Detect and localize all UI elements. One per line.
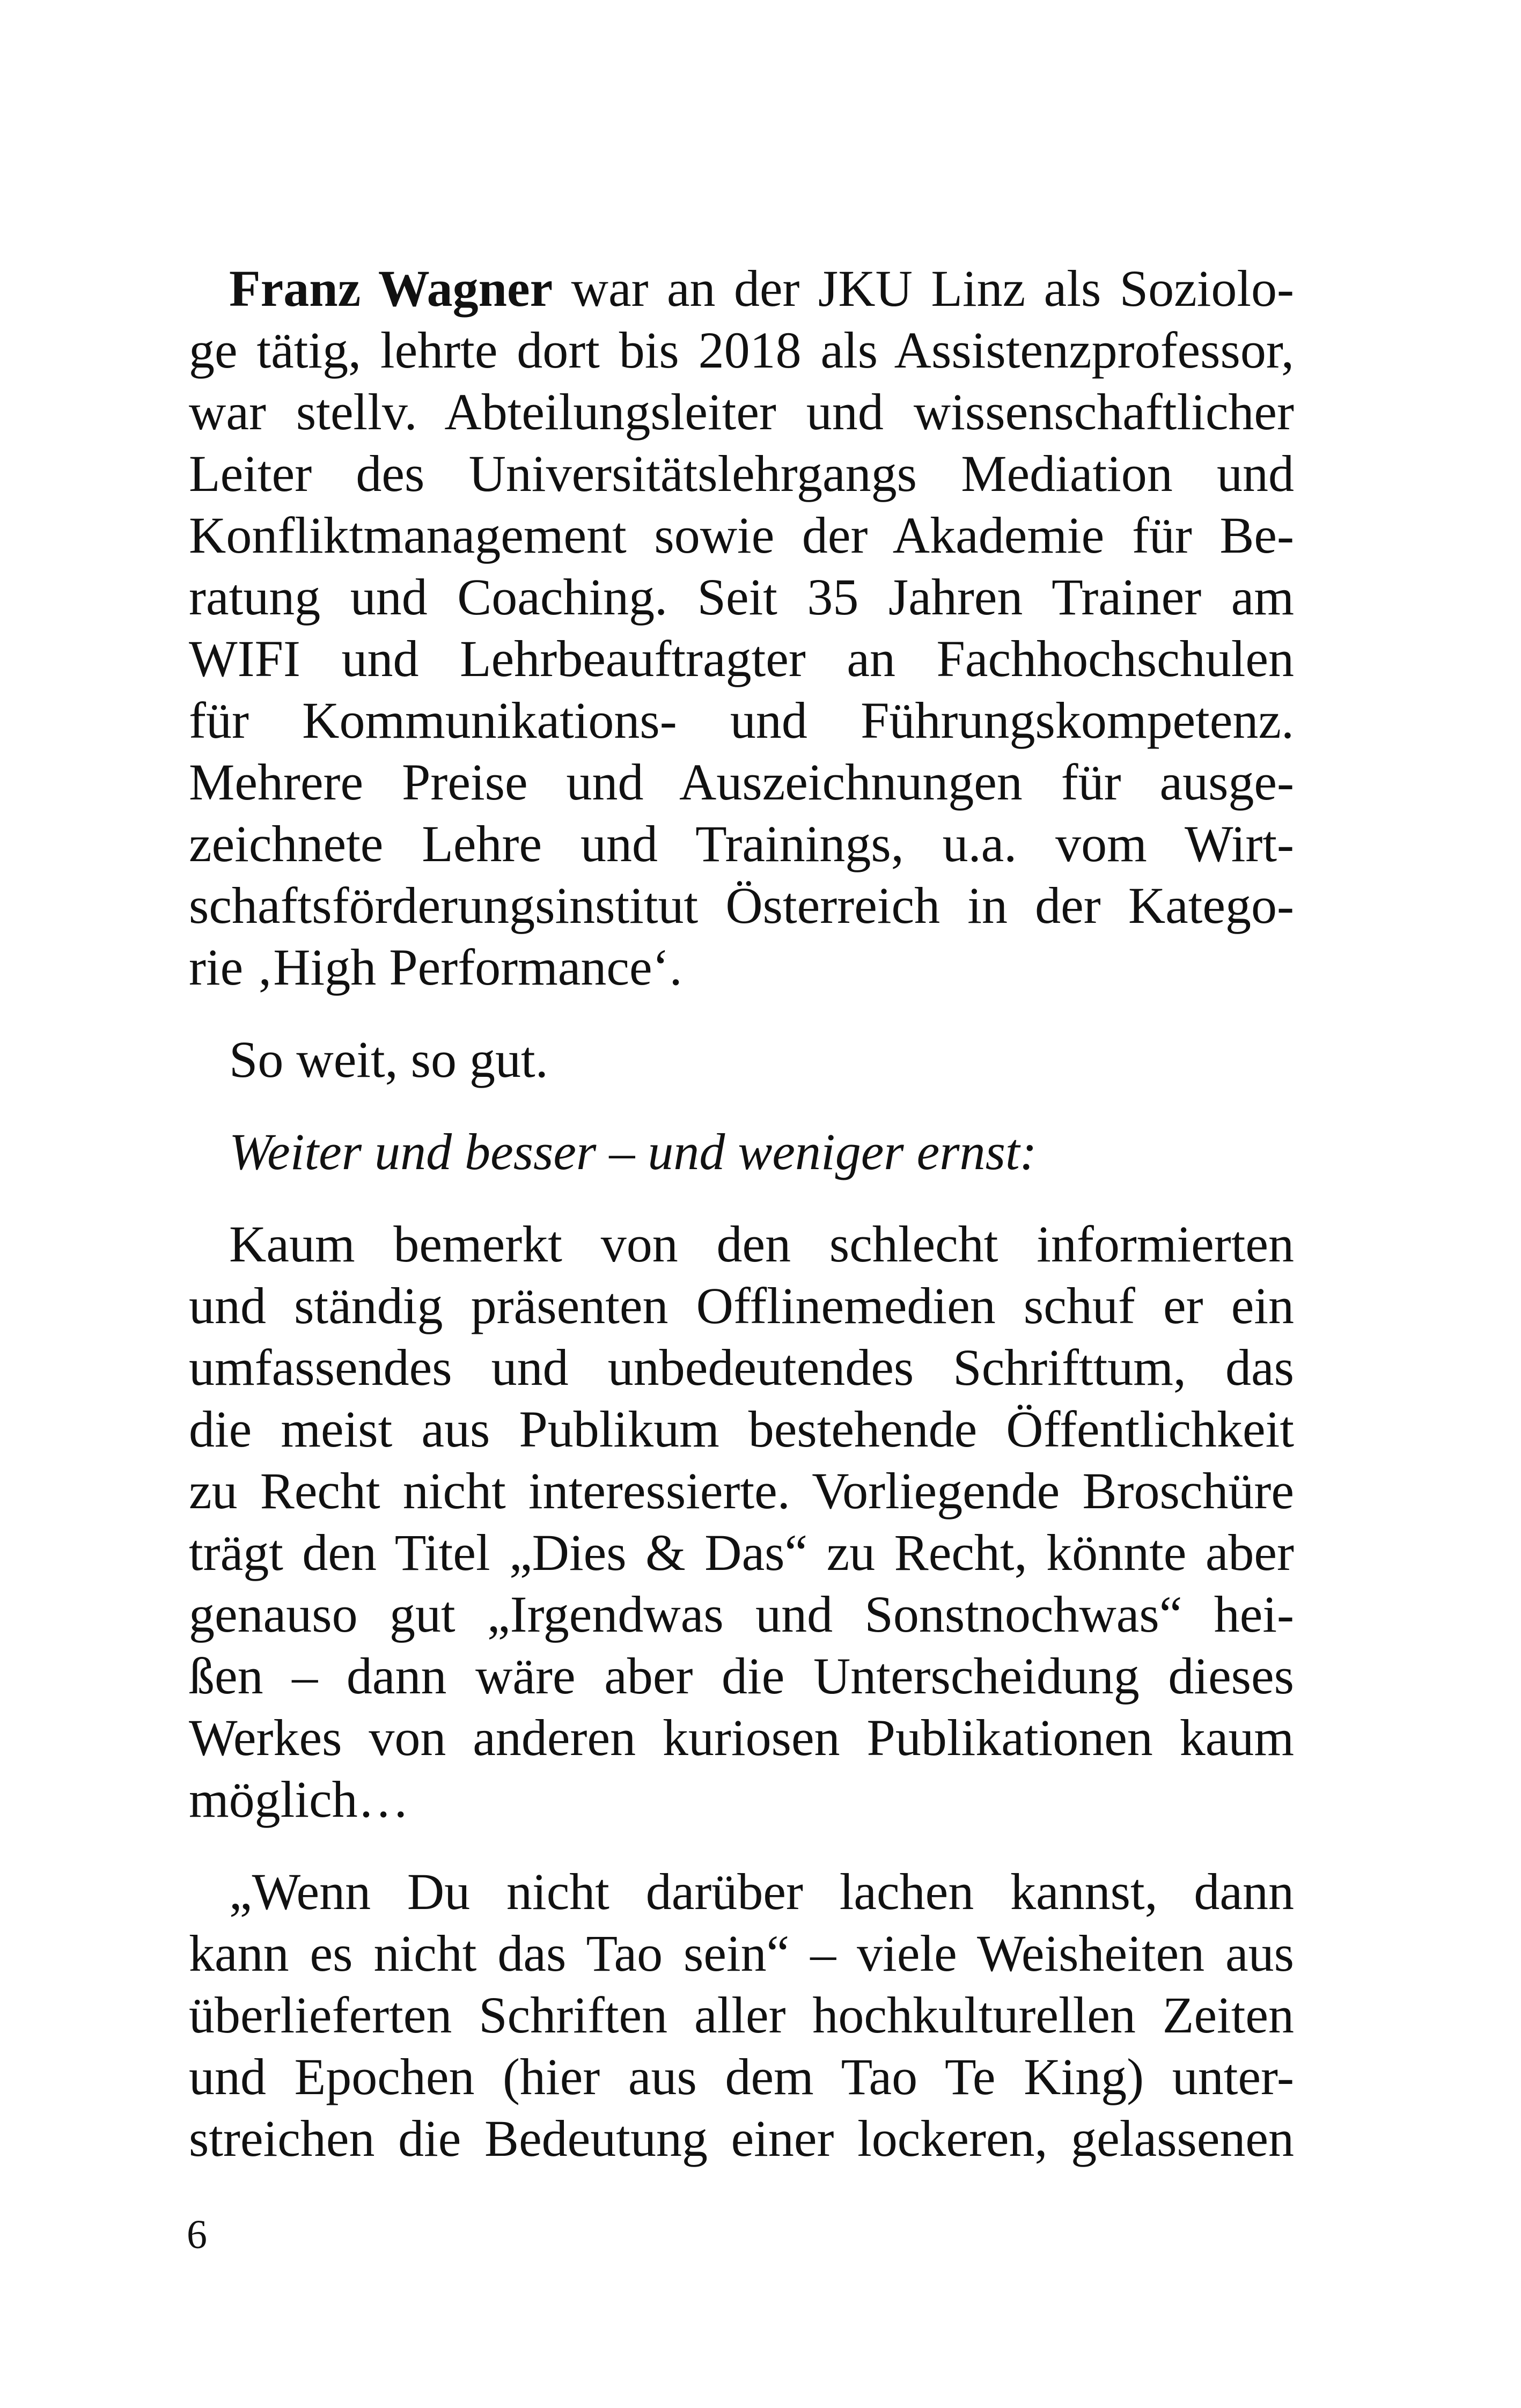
body-text	[189, 258, 1294, 2169]
line-text: Werkes von anderen kuriosen Publikationen kaum	[189, 1709, 1294, 1766]
text-line	[189, 936, 1294, 998]
text-line	[189, 443, 1294, 504]
text-line	[189, 1337, 1294, 1398]
paragraph-bio	[189, 258, 1294, 998]
line-text: und Epochen (hier aus dem Tao Te King) unter-	[189, 2048, 1294, 2105]
paragraph-so-weit	[189, 1029, 1294, 1090]
text-line	[189, 751, 1294, 813]
line-text: und ständig präsenten Offlinemedien schuf er ein	[189, 1277, 1294, 1334]
paragraph-gap	[189, 1090, 1294, 1121]
text-line	[189, 1029, 1294, 1090]
author-name: Franz Wagner	[229, 260, 553, 317]
text-line	[189, 381, 1294, 443]
paragraph-gap	[189, 1183, 1294, 1213]
text-line	[189, 1398, 1294, 1460]
text-line	[189, 1768, 1294, 1830]
line-text: ßen – dann wäre aber die Unterscheidung dieses	[189, 1647, 1294, 1705]
text-line	[189, 566, 1294, 628]
line-text: war stellv. Abteilungsleiter und wissenschaftlicher	[189, 383, 1294, 441]
text-line	[189, 875, 1294, 936]
line-text: streichen die Bedeutung einer lockeren, gelassenen	[189, 2110, 1294, 2167]
line-text: „Wenn Du nicht darüber lachen kannst, dann	[229, 1863, 1294, 1920]
line-text: Leiter des Universitätslehrgangs Mediation und	[189, 445, 1294, 502]
line-text: möglich…	[189, 1771, 409, 1828]
text-line	[189, 813, 1294, 875]
text-line	[189, 2108, 1294, 2169]
text-line	[189, 1522, 1294, 1583]
paragraph-weiter	[189, 1121, 1294, 1183]
text-line	[189, 1984, 1294, 2046]
line-text: kann es nicht das Tao sein“ – viele Weisheiten aus	[189, 1925, 1294, 1982]
line-text: trägt den Titel „Dies & Das“ zu Recht, könnte aber	[189, 1524, 1294, 1581]
text-line	[189, 319, 1294, 381]
text-line	[189, 2046, 1294, 2108]
text-line	[189, 1922, 1294, 1984]
line-text: rie ‚High Performance‘.	[189, 938, 682, 996]
text-line	[189, 258, 1294, 319]
line-text: ge tätig, lehrte dort bis 2018 als Assistenzprofessor,	[189, 321, 1294, 379]
paragraph-gap	[189, 998, 1294, 1029]
line-text: überlieferten Schriften aller hochkulturellen Zeiten	[189, 1986, 1294, 2044]
line-text: So weit, so gut.	[229, 1031, 548, 1088]
paragraph-gap	[189, 1830, 1294, 1861]
text-line	[189, 1861, 1294, 1922]
text-line	[189, 1707, 1294, 1768]
line-text: Weiter und besser – und weniger ernst:	[229, 1123, 1037, 1180]
line-text: genauso gut „Irgendwas und Sonstnochwas“ hei-	[189, 1585, 1294, 1643]
text-line	[189, 504, 1294, 566]
line-text: Konfliktmanagement sowie der Akademie für Be-	[189, 506, 1294, 564]
paragraph-kaum	[189, 1213, 1294, 1830]
line-text: die meist aus Publikum bestehende Öffentlichkeit	[189, 1400, 1294, 1458]
text-line	[189, 689, 1294, 751]
page-number: 6	[187, 2212, 207, 2257]
line-text: schaftsförderungsinstitut Österreich in der Katego-	[189, 877, 1294, 934]
line-text: zu Recht nicht interessierte. Vorliegende Broschüre	[189, 1462, 1294, 1519]
text-line	[189, 1460, 1294, 1522]
line-text: ratung und Coaching. Seit 35 Jahren Trainer am	[189, 568, 1294, 626]
line-text: Kaum bemerkt von den schlecht informierten	[229, 1215, 1294, 1273]
text-line	[189, 1275, 1294, 1337]
line-text: WIFI und Lehrbeauftragter an Fachhochschulen	[189, 630, 1294, 687]
text-line	[189, 1121, 1294, 1183]
text-line	[189, 1213, 1294, 1275]
text-line	[189, 1645, 1294, 1707]
line-text: zeichnete Lehre und Trainings, u.a. vom Wirt-	[189, 815, 1294, 872]
text-line	[189, 628, 1294, 689]
text-line	[189, 1583, 1294, 1645]
line-text: für Kommunikations- und Führungskompetenz.	[189, 692, 1294, 749]
line-text: Mehrere Preise und Auszeichnungen für ausge-	[189, 753, 1294, 811]
line-text: war an der JKU Linz als Soziolo-	[553, 260, 1295, 317]
paragraph-tao	[189, 1861, 1294, 2169]
line-text: umfassendes und unbedeutendes Schrifttum, das	[189, 1339, 1294, 1396]
